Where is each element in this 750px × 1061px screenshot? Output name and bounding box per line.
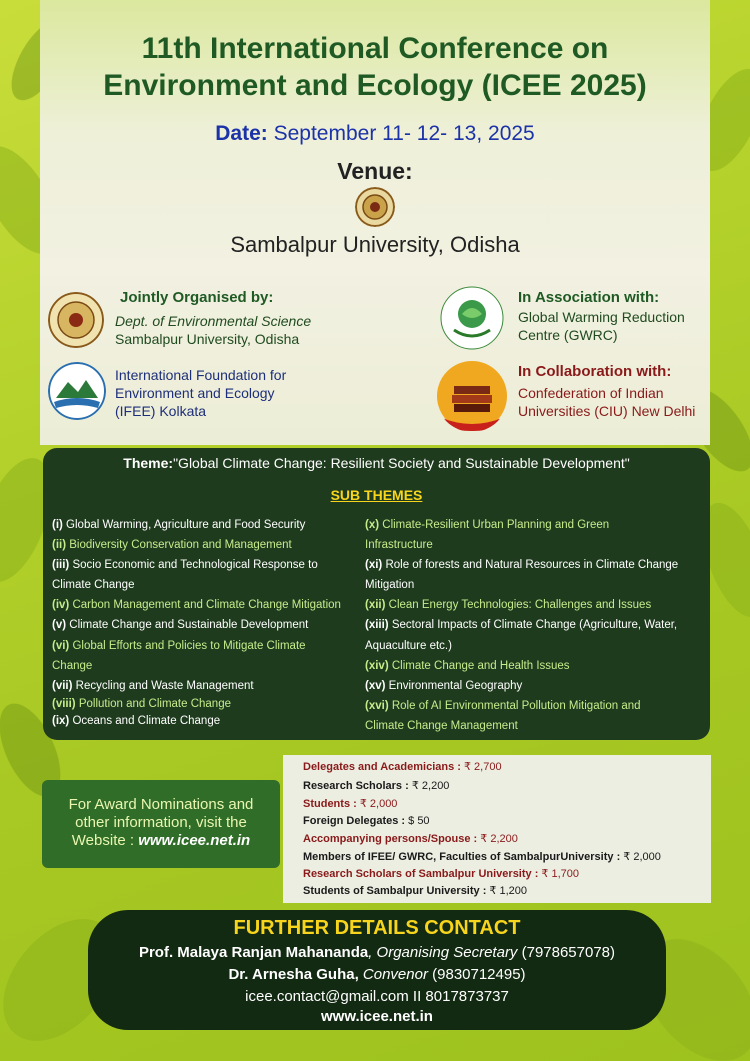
contact-website-link[interactable]: www.icee.net.in: [321, 1008, 433, 1025]
sub-themes-left: [52, 515, 362, 731]
gwrc-globe-logo-icon: [440, 286, 504, 350]
theme-label: Theme:: [123, 455, 174, 471]
association-text: [518, 308, 708, 344]
venue-name: Sambalpur University, Odisha: [230, 232, 520, 257]
association-line-1: Global Warming Reduction: [518, 309, 685, 325]
fee-row: Students : ₹ 2,000: [303, 798, 398, 810]
fee-row: Research Scholars of Sambalpur University : ₹ 1,700: [303, 868, 580, 880]
sub-theme-item: (iii) Socio Economic and Technological Response to: [52, 559, 318, 572]
sub-theme-item: (vii) Recycling and Waste Management: [52, 679, 254, 692]
fee-row: Delegates and Academicians : ₹ 2,700: [303, 761, 502, 773]
sambalpur-university-seal-icon: [355, 187, 395, 227]
contact-person-1: Prof. Malaya Ranjan Mahananda, Organising Secretary (7978657078): [138, 944, 616, 961]
title-line-1: 11th International Conference on: [141, 32, 609, 65]
sub-theme-item: (iv) Carbon Management and Climate Change Mitigation: [52, 599, 341, 612]
sub-theme-item: Climate Change Management: [365, 719, 518, 732]
date-line: [40, 122, 710, 146]
contact-person-2: Dr. Arnesha Guha, Convenor (9830712495): [228, 966, 526, 983]
jointly-organised-heading: Jointly Organised by:: [120, 289, 274, 306]
ifee-line-2: Environment and Ecology: [115, 385, 275, 401]
sub-theme-item: (ix) Oceans and Climate Change: [52, 714, 221, 727]
organiser-department: Dept. of Environmental Science: [115, 313, 312, 329]
contact-email[interactable]: icee.contact@gmail.com II 8017873737: [245, 988, 509, 1005]
sub-theme-item: (xv) Environmental Geography: [365, 679, 523, 692]
ciu-books-logo-icon: [436, 360, 508, 432]
date-value: September 11- 12- 13, 2025: [273, 122, 535, 145]
award-line-3: [42, 832, 280, 850]
ifee-name: [115, 366, 325, 420]
collaboration-line-1: Confederation of Indian: [518, 385, 664, 401]
sub-theme-item: Change: [52, 659, 93, 672]
sambalpur-university-logo-icon: [48, 292, 104, 348]
sub-theme-item: Climate Change: [52, 579, 135, 592]
award-box: [42, 780, 280, 868]
contact-heading: FURTHER DETAILS CONTACT: [233, 917, 521, 939]
theme-line: [43, 455, 710, 471]
sub-theme-item: Aquaculture etc.): [365, 639, 452, 652]
sub-theme-item: (i) Global Warming, Agriculture and Food Security: [52, 519, 306, 531]
registration-fees-box: [283, 755, 711, 903]
sub-theme-item: (ii) Biodiversity Conservation and Management: [52, 539, 292, 552]
ifee-logo-icon: [48, 362, 106, 420]
title-line-2: Environment and Ecology (ICEE 2025): [103, 69, 647, 102]
association-heading: In Association with:: [518, 289, 660, 306]
fee-row: Foreign Delegates : $ 50: [303, 815, 430, 827]
collaboration-heading: In Collaboration with:: [518, 363, 672, 380]
theme-text: "Global Climate Change: Resilient Society and Sustainable Development": [173, 455, 630, 471]
sub-theme-item: (v) Climate Change and Sustainable Development: [52, 619, 309, 632]
sub-theme-item: (viii) Pollution and Climate Change: [52, 697, 231, 710]
award-website-prefix: Website :: [71, 832, 139, 849]
fee-row: Students of Sambalpur University : ₹ 1,200: [303, 885, 528, 897]
sub-theme-item: (xi) Role of forests and Natural Resources in Climate Change: [365, 559, 679, 572]
fee-row: Accompanying persons/Spouse : ₹ 2,200: [303, 833, 518, 845]
sub-theme-item: (vi) Global Efforts and Policies to Mitigate Climate: [52, 639, 306, 652]
award-website-link[interactable]: www.icee.net.in: [138, 832, 251, 849]
conference-title: [40, 30, 710, 104]
sub-theme-item: (xiii) Sectoral Impacts of Climate Change (Agriculture, Water,: [365, 619, 678, 632]
association-line-2: Centre (GWRC): [518, 327, 618, 343]
sub-themes-heading: SUB THEMES: [330, 487, 423, 503]
collaboration-line-2: Universities (CIU) New Delhi: [518, 403, 696, 419]
sub-theme-item: (xii) Clean Energy Technologies: Challenges and Issues: [365, 599, 652, 612]
sub-themes-right: [365, 515, 705, 736]
ifee-line-3: (IFEE) Kolkata: [115, 403, 207, 419]
sub-theme-item: (x) Climate-Resilient Urban Planning and Green: [365, 519, 610, 531]
sub-theme-item: (xiv) Climate Change and Health Issues: [365, 659, 570, 672]
fee-row: Research Scholars : ₹ 2,200: [303, 780, 450, 792]
fee-row: Members of IFEE/ GWRC, Faculties of SambalpurUniversity : ₹ 2,000: [303, 851, 661, 863]
ifee-line-1: International Foundation for: [115, 367, 287, 383]
sub-theme-item: Mitigation: [365, 579, 415, 592]
date-label: Date:: [215, 122, 268, 145]
award-line-1: For Award Nominations and: [68, 796, 254, 813]
organiser-university: Sambalpur University, Odisha: [115, 331, 300, 347]
sub-theme-item: Infrastructure: [365, 539, 433, 552]
venue-label: Venue:: [337, 158, 413, 184]
sub-theme-item: (xvi) Role of AI Environmental Pollution Mitigation and: [365, 699, 641, 712]
collaboration-text: [518, 384, 708, 420]
award-line-2: other information, visit the: [75, 814, 247, 831]
